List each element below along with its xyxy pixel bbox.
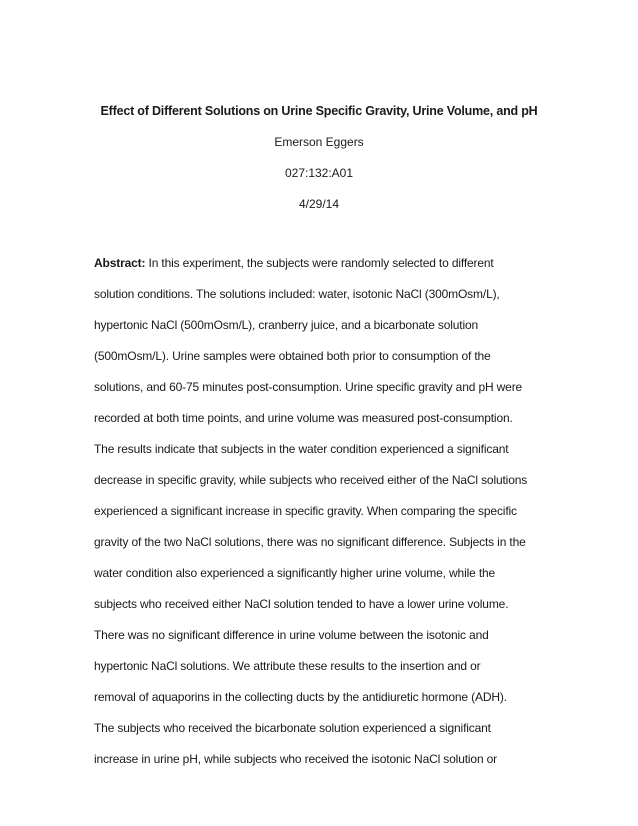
abstract-line: solution conditions. The solutions included: water, isotonic NaCl (300mOsm/L), (94, 287, 500, 301)
abstract-line: (500mOsm/L). Urine samples were obtained both prior to consumption of the (94, 349, 491, 363)
abstract-line: subjects who received either NaCl solution tended to have a lower urine volume. (94, 597, 509, 611)
abstract-line: The results indicate that subjects in the water condition experienced a significant (94, 442, 509, 456)
abstract-line: increase in urine pH, while subjects who received the isotonic NaCl solution or (94, 752, 498, 766)
paper-date: 4/29/14 (298, 197, 340, 211)
abstract-line: decrease in specific gravity, while subjects who received either of the NaCl solutions (94, 473, 528, 487)
abstract-line: removal of aquaporins in the collecting ducts by the antidiuretic hormone (ADH). (94, 690, 507, 704)
abstract-line: experienced a significant increase in specific gravity. When comparing the specific (94, 504, 517, 518)
paper-title: Effect of Different Solutions on Urine Specific Gravity, Urine Volume, and pH (100, 104, 538, 118)
abstract-line: solutions, and 60-75 minutes post-consumption. Urine specific gravity and pH were (94, 380, 523, 394)
abstract-section (94, 248, 554, 775)
title-block (0, 102, 638, 226)
abstract-line (94, 248, 554, 279)
abstract-line: The subjects who received the bicarbonate solution experienced a significant (94, 721, 491, 735)
abstract-line: gravity of the two NaCl solutions, there was no significant difference. Subjects in the (94, 535, 526, 549)
abstract-line: There was no significant difference in urine volume between the isotonic and (94, 628, 489, 642)
course-code: 027:132:A01 (284, 166, 354, 180)
abstract-line: hypertonic NaCl solutions. We attribute these results to the insertion and or (94, 659, 481, 673)
abstract-line: recorded at both time points, and urine volume was measured post-consumption. (94, 411, 513, 425)
abstract-text: In this experiment, the subjects were randomly selected to different (145, 256, 494, 270)
abstract-line: water condition also experienced a significantly higher urine volume, while the (94, 566, 496, 580)
abstract-label: Abstract: (94, 256, 146, 270)
abstract-line: hypertonic NaCl (500mOsm/L), cranberry juice, and a bicarbonate solution (94, 318, 479, 332)
author-name: Emerson Eggers (274, 135, 364, 149)
